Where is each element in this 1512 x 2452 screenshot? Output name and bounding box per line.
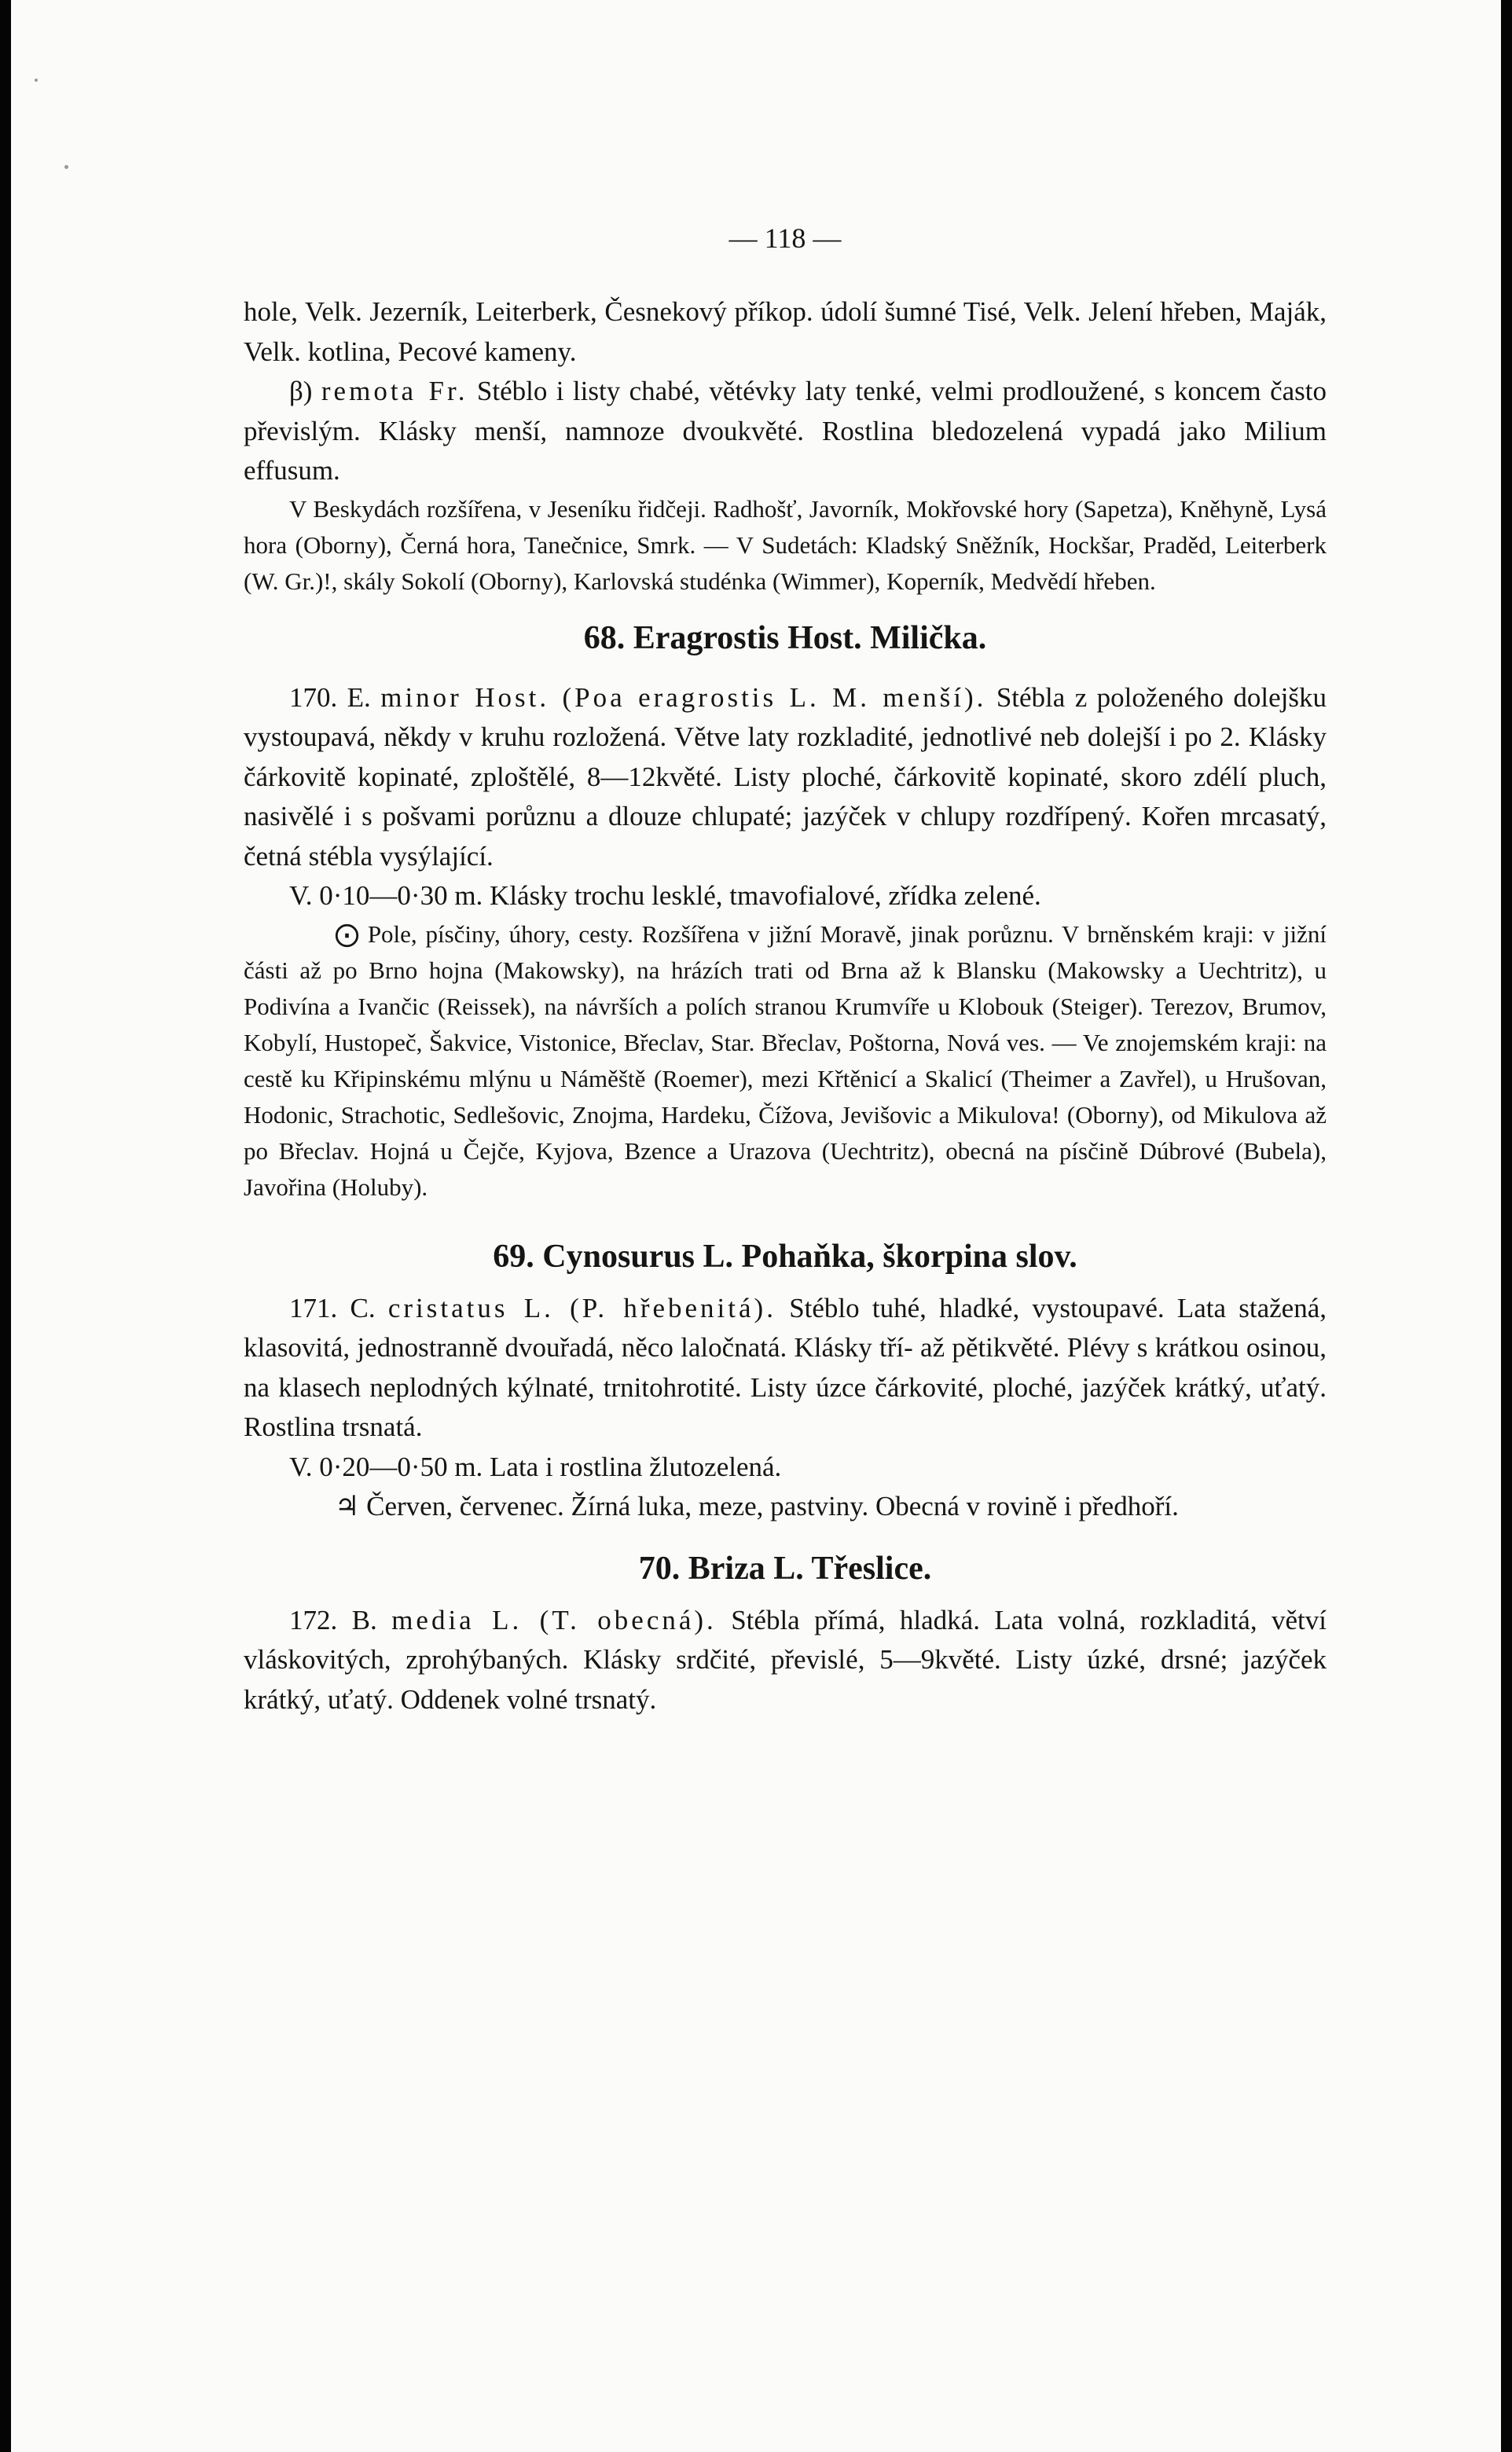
distribution-text: Červen, červenec. Žírná luka, meze, pastviny. Obecná v rovině i předhoří.	[366, 1491, 1179, 1521]
page-content	[244, 222, 1327, 1720]
perennial-symbol-icon: ♃	[335, 1491, 360, 1521]
page-number: — 118 —	[728, 222, 842, 254]
species-171-paragraph	[244, 1289, 1327, 1448]
book-page	[11, 0, 1501, 2452]
species-description: Stébla přímá, hladká. Lata volná, rozkladitá, větví vláskovitých, zprohýbaných. Klásky srdčité, převislé, 5—9květé. Listy úzké, drsné; jazýček krátký, uťatý. Oddenek volné trsnatý.	[244, 1604, 1327, 1715]
specks-dot	[35, 79, 38, 82]
annual-symbol-icon: ⨀	[335, 920, 359, 948]
species-171-distribution	[244, 1487, 1327, 1527]
variety-name: remota Fr.	[321, 376, 468, 406]
species-name: minor Host. (Poa eragrostis L. M. menší).	[380, 681, 987, 713]
species-description: Stéblo tuhé, hladké, vystoupavé. Lata stažená, klasovitá, jednostranně dvouřadá, něco laločnatá. Klásky tří- až pětikvěté. Plévy s krátkou osinou, na klasech neplodných kýlnaté, trnitohrotité. Listy úzce čárkovité, ploché, jazýček krátký, uťatý. Rostlina trsnatá.	[244, 1292, 1327, 1442]
species-171-size: V. 0·20—0·50 m. Lata i rostlina žlutozelená.	[289, 1451, 782, 1482]
species-name: cristatus L. (P. hřebenitá).	[387, 1292, 776, 1323]
species-number: 172. B.	[289, 1604, 377, 1635]
species-170-size: V. 0·10—0·30 m. Klásky trochu lesklé, tmavofialové, zřídka zelené.	[289, 880, 1041, 911]
genus-heading-70: 70. Briza L. Třeslice.	[638, 1550, 932, 1587]
variety-distribution: V Beskydách rozšířena, v Jeseníku řidčeji. Radhošť, Javorník, Mokřovské hory (Sapetza), Kněhyně, Lysá hora (Oborny), Černá hora, Tanečnice, Smrk. — V Sudetách: Kladský Sněžník, Hockšar, Praděd, Leiterberk (W. Gr.)!, skály Sokolí (Oborny), Karlovská studénka (Wimmer), Koperník, Medvědí hřeben.	[244, 494, 1327, 595]
species-number: 170. E.	[289, 681, 371, 713]
variety-description: Stéblo i listy chabé, větévky laty tenké, velmi prodloužené, s koncem často převislým. Klásky menší, namnoze dvoukvěté. Rostlina bledozelená vypadá jako Milium effusum.	[244, 376, 1327, 486]
distribution-text: Pole, písčiny, úhory, cesty. Rozšířena v jižní Moravě, jinak porůznu. V brněnském kraji: v jižní části až po Brno hojna (Makowsky), na hrázích trati od Brna až k Blansku (Makowsky a Uechtritz), u Podivína a Ivančic (Reissek), na návrších a polích stranou Krumvíře u Klobouk (Steiger). Terezov, Brumov, Kobylí, Hustopeč, Šakvice, Vistonice, Břeclav, Star. Břeclav, Poštorna, Nová ves. — Ve znojemském kraji: na cestě ku Křipinskému mlýnu u Náměště (Roemer), mezi Křtěnicí a Skalicí (Theimer a Zavřel), u Hrušovan, Hodonic, Strachotic, Sedlešovic, Znojma, Hardeku, Čížova, Jevišovic a Mikulova! (Oborny), od Mikulova až po Břeclav. Hojná u Čejče, Kyjova, Bzence a Urazova (Uechtritz), obecná na písčině Dúbrové (Bubela), Javořina (Holuby).	[244, 920, 1327, 1201]
continuation-paragraph: hole, Velk. Jezerník, Leiterberk, Česnekový příkop. údolí šumné Tisé, Velk. Jelení hřeben, Maják, Velk. kotlina, Pecové kameny.	[244, 296, 1327, 367]
genus-heading-68: 68. Eragrostis Host. Milička.	[583, 619, 987, 656]
specks-dot	[64, 165, 68, 169]
species-172-paragraph	[244, 1601, 1327, 1720]
species-name: media L. (T. obecná).	[391, 1604, 717, 1635]
species-number: 171. C.	[289, 1292, 376, 1323]
species-170-paragraph	[244, 678, 1327, 877]
species-170-distribution	[244, 916, 1327, 1206]
beta-symbol: β)	[289, 376, 313, 406]
variety-beta-paragraph	[244, 372, 1327, 491]
genus-heading-69: 69. Cynosurus L. Pohaňka, škorpina slov.	[493, 1238, 1077, 1275]
species-description: Stébla z položeného dolejšku vystoupavá, někdy v kruhu rozložená. Větve laty rozkladité, jednotlivé neb dolejší i po 2. Klásky čárkovitě kopinaté, zploštělé, 8—12květé. Listy ploché, čárkovitě kopinaté, skoro zdélí pluch, nasivělé i s pošvami porůznu a dlouze chlupaté; jazýček v chlupy rozdřípený. Kořen mrcasatý, četná stébla vysýlající.	[244, 681, 1327, 872]
